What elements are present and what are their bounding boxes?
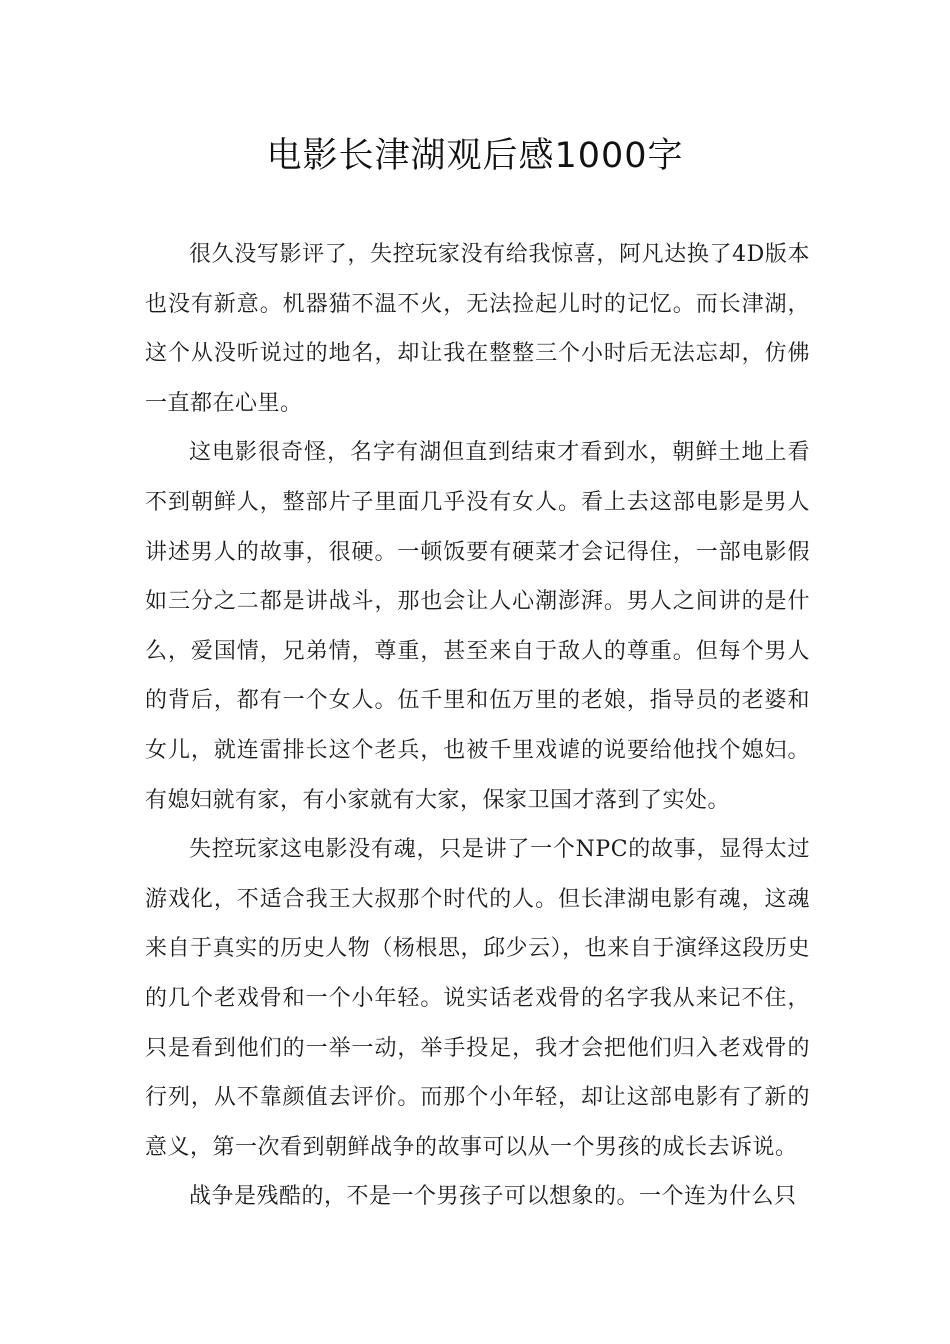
paragraph-2: 这电影很奇怪，名字有湖但直到结束才看到水，朝鲜土地上看不到朝鲜人，整部片子里面几乎没有女人。看上去这部电影是男人讲述男人的故事，很硬。一顿饭要有硬菜才会记得住，一部电影假如三分之二都是讲战斗，那也会让人心潮澎湃。男人之间讲的是什么，爱国情，兄弟情，尊重，甚至来自于敌人的尊重。但每个男人的背后，都有一个女人。伍千里和伍万里的老娘，指导员的老婆和女儿，就连雷排长这个老兵，也被千里戏谑的说要给他找个媳妇。有媳妇就有家，有小家就有大家，保家卫国才落到了实处。	[145, 440, 810, 813]
paragraph-4: 战争是残酷的，不是一个男孩子可以想象的。一个连为什么只	[189, 1184, 797, 1210]
paragraph-1: 很久没写影评了，失控玩家没有给我惊喜，阿凡达换了4D版本也没有新意。机器猫不温不火，无法捡起儿时的记忆。而长津湖，这个从没听说过的地名，却让我在整整三个小时后无法忘却，仿佛一直都在心里。	[145, 242, 810, 416]
paragraph-3: 失控玩家这电影没有魂，只是讲了一个NPC的故事，显得太过游戏化，不适合我王大叔那个时代的人。但长津湖电影有魂，这魂来自于真实的历史人物（杨根思，邱少云），也来自于演绎这段历史的几个老戏骨和一个小年轻。说实话老戏骨的名字我从来记不住，只是看到他们的一举一动，举手投足，我才会把他们归入老戏骨的行列，从不靠颜值去评价。而那个小年轻，却让这部电影有了新的意义，第一次看到朝鲜战争的故事可以从一个男孩的成长去诉说。	[145, 837, 810, 1160]
document-title: 电影长津湖观后感1000字	[266, 136, 684, 176]
document-body	[145, 230, 810, 1222]
